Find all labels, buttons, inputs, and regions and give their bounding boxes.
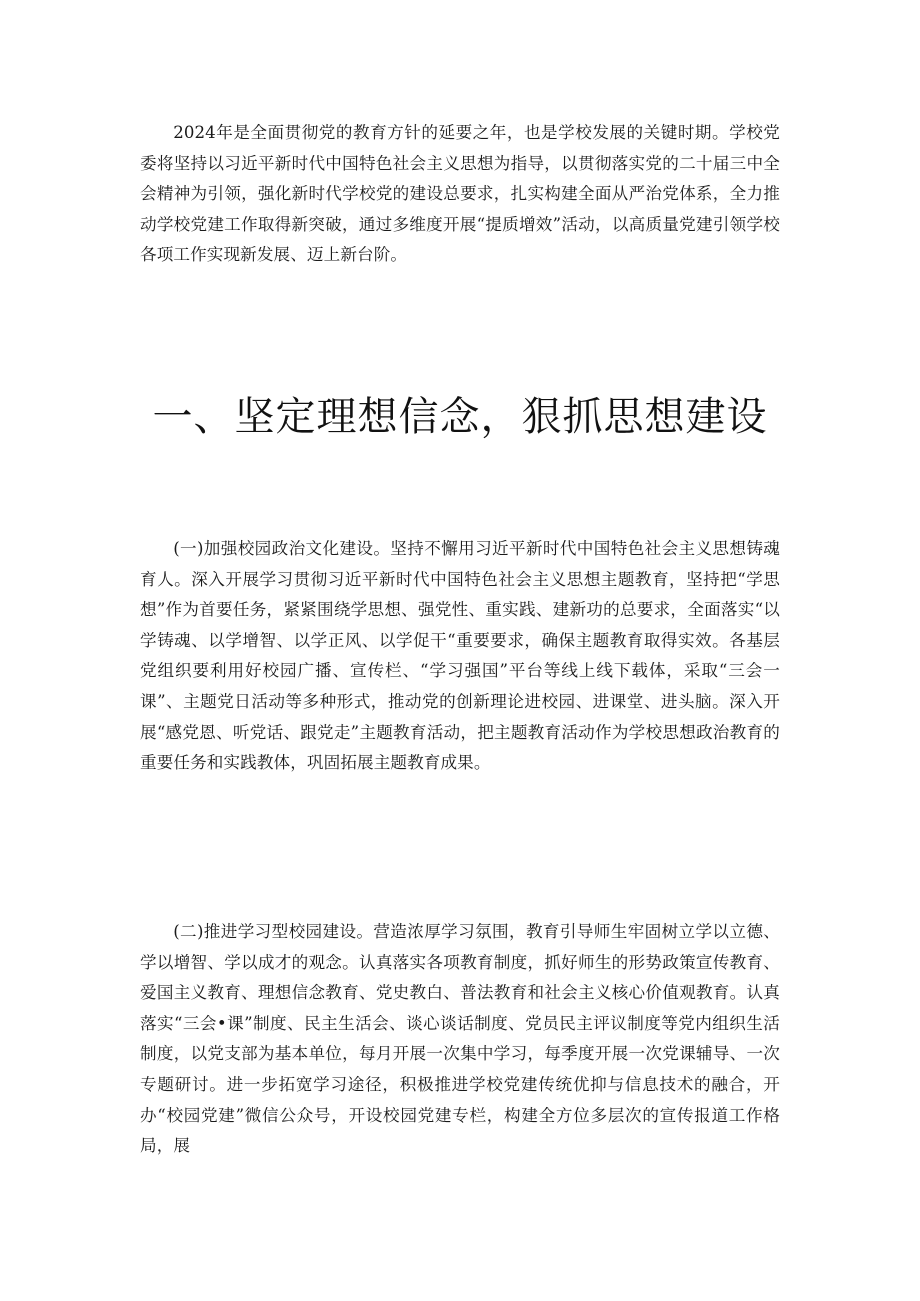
section-paragraph-1: (一)加强校园政治文化建设。坚持不懈用习近平新时代中国特色社会主义思想铸魂育人。深入开展学习贯彻习近平新时代中国特色社会主义思想主题教育，坚持把“学思想”作为首要任务，紧紧围绕学思想、强党性、重实践、建新功的总要求，全面落实“以学铸魂、以学增智、以学正风、以学促干“重要要求，确保主题教育取得实效。各基层党组织要利用好校园广播、宣传栏、“学习强国”平台等线上线下载体，采取“三会一课”、主题党日活动等多种形式，推动党的创新理论进校园、进课堂、进头脑。深入开展“感党恩、听党话、跟党走”主题教育活动，把主题教育活动作为学校思想政治教育的重要任务和实践教体，巩固拓展主题教育成果。 — [140, 539, 780, 773]
intro-paragraph: 2024年是全面贯彻党的教育方针的延要之年，也是学校发展的关键时期。学校党委将坚持以习近平新时代中国特色社会主义思想为指导，以贯彻落实党的二十届三中全会精神为引领，强化新时代学校党的建设总要求，扎实构建全面从严治党体系，全力推动学校党建工作取得新突破，通过多维度开展“提质增效”活动，以高质量党建引领学校各项工作实现新发展、迈上新台阶。 — [140, 123, 780, 265]
section-heading: 一、坚定理想信念，狠抓思想建设 — [152, 394, 768, 440]
section-paragraph-2: (二)推进学习型校园建设。营造浓厚学习氛围，教育引导师生牢固树立学以立德、学以增智、学以成才的观念。认真落实各项教育制度，抓好师生的形势政策宣传教育、爱国主义教育、理想信念教育、党史教白、普法教育和社会主义核心价值观教育。认真落实“三会•课”制度、民主生活会、谈心谈话制度、党员民主评议制度等党内组织生活制度，以党支部为基本单位，每月开展一次集中学习，每季度开展一次党课辅导、一次专题研讨。进一步拓宽学习途径，积极推进学校党建传统优抑与信息技术的融合，开办“校园党建”微信公众号，开设校园党建专栏，构建全方位多层次的宣传报道工作格局，展 — [140, 922, 780, 1156]
